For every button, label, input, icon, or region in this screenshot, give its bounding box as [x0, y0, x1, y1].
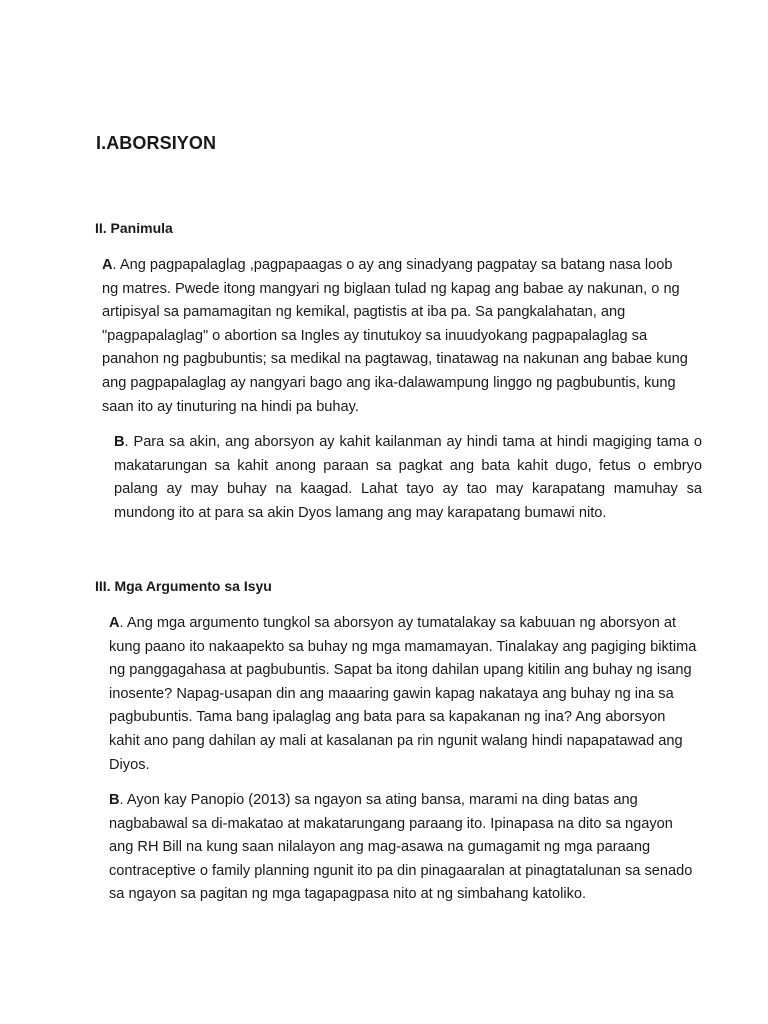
paragraph-panimula-a: [90, 254, 690, 419]
section-heading-panimula: II. Panimula: [95, 220, 173, 236]
paragraph-marker: A: [109, 615, 120, 631]
paragraph-marker: A: [102, 257, 113, 273]
paragraph-argumento-b: [90, 789, 697, 907]
paragraph-marker: B: [109, 792, 120, 808]
paragraph-marker: B: [114, 434, 125, 450]
paragraph-text: . Ang pagpapalaglag ,pagpapaagas o ay ang sinadyang pagpatay sa batang nasa loob ng matres. Pwede itong mangyari ng biglaan tulad ng kapag ang babae ay nakunan, o ng artipisyal sa pamamagitan ng kemikal, pagtistis at iba pa. Sa pangkalahatan, ang "pagpapalaglag" o abortion sa Ingles ay tinutukoy sa inuudyokang pagpapalaglag sa panahon ng pagbubuntis; sa medikal na pagtawag, tinatawag na nakunan ang babae kung ang pagpapalaglag ay nangyari bago ang ika-dalawampung linggo ng pagbubuntis, kung saan ito ay tinuturing na hindi pa buhay.: [102, 257, 688, 415]
paragraph-panimula-b: [90, 431, 702, 525]
document-title: I.ABORSIYON: [96, 133, 217, 153]
paragraph-text: . Ayon kay Panopio (2013) sa ngayon sa ating bansa, marami na ding batas ang nagbabawal sa di-makatao at makatarungang paraang ito. Ipinapasa na dito sa ngayon ang RH Bill na kung saan nilalayon ang mag-asawa na gumagamit ng mga paraang contraceptive o family planning ngunit ito pa din pinagaaralan at pinagtatalunan sa senado sa ngayon sa pagitan ng mga tagapagpasa nito at ng simbahang katoliko.: [109, 792, 693, 903]
section-heading-argumento: III. Mga Argumento sa Isyu: [95, 578, 272, 594]
paragraph-text: . Ang mga argumento tungkol sa aborsyon ay tumatalakay sa kabuuan ng aborsyon at kung paano ito nakaapekto sa buhay ng mga mamamayan. Tinalakay ang pagiging biktima ng panggagahasa at pagbubuntis. Sapat ba itong dahilan upang kitilin ang buhay ng isang inosente? Napag-usapan din ang maaaring gawin kapag nakataya ang buhay ng ina sa pagbubuntis. Tama bang ipalaglag ang bata para sa kapakanan ng ina? Ang aborsyon kahit ano pang dahilan ay mali at kasalanan pa rin ngunit walang hindi napapatawad ang Diyos.: [109, 615, 697, 773]
paragraph-argumento-a: [90, 612, 697, 777]
paragraph-text: . Para sa akin, ang aborsyon ay kahit kailanman ay hindi tama at hindi magiging tama o makatarungan sa kahit anong paraan sa pagkat ang bata kahit dugo, fetus o embryo palang ay may buhay na kaagad. Lahat tayo ay tao may karapatang mamuhay sa mundong ito at para sa akin Dyos lamang ang may karapatang bumawi nito.: [114, 434, 702, 521]
